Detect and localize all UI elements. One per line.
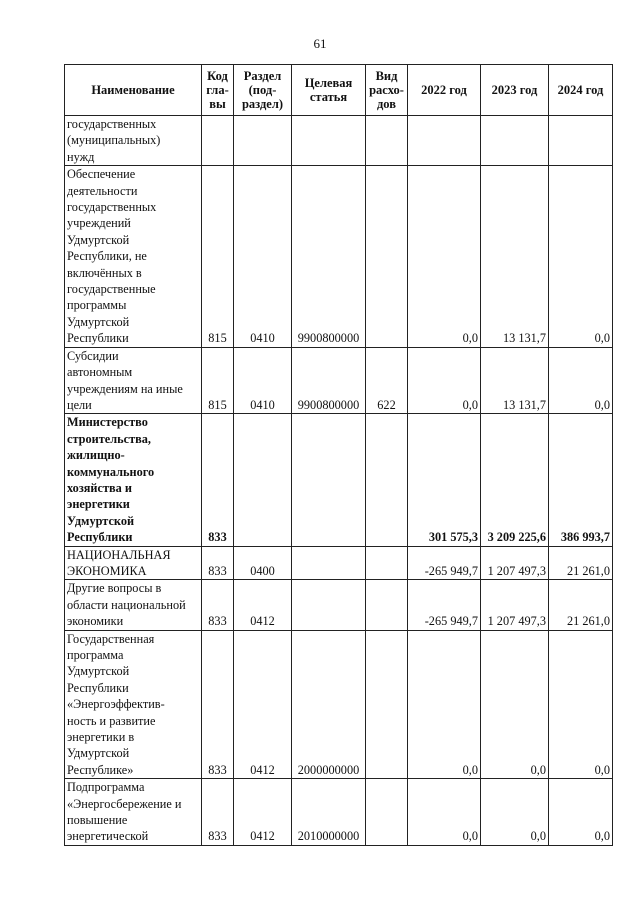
row-2023: 13 131,7 [481,347,549,414]
row-2024: 0,0 [549,779,613,846]
table-row [65,779,613,846]
row-target: 9900800000 [292,166,366,347]
header-target: Целевая статья [292,65,366,116]
row-2024: 0,0 [549,347,613,414]
table-row [65,414,613,546]
header-section: Раздел (под-раздел) [234,65,292,116]
row-2023: 3 209 225,6 [481,414,549,546]
row-target [292,546,366,580]
header-2023: 2023 год [481,65,549,116]
row-target: 9900800000 [292,347,366,414]
row-kind [366,630,408,779]
row-name: НАЦИОНАЛЬНАЯ ЭКОНОМИКА [65,546,202,580]
row-code: 815 [202,166,234,347]
row-kind [366,414,408,546]
table-header-row [65,65,613,116]
row-2023: 13 131,7 [481,166,549,347]
row-code: 815 [202,347,234,414]
row-2023: 0,0 [481,630,549,779]
row-code: 833 [202,414,234,546]
row-name: Субсидии автономным учреждениям на иные цели [65,347,202,414]
row-section: 0400 [234,546,292,580]
row-2022: -265 949,7 [408,580,481,630]
row-name: Подпрограмма «Энергосбережение и повышение энергетической [65,779,202,846]
header-kind: Вид расхо-дов [366,65,408,116]
row-2022: 0,0 [408,347,481,414]
row-section [234,414,292,546]
row-code: 833 [202,546,234,580]
budget-table [64,64,613,846]
row-2022: 0,0 [408,630,481,779]
row-kind [366,546,408,580]
row-2022: 301 575,3 [408,414,481,546]
row-kind [366,166,408,347]
row-target [292,414,366,546]
row-2022: 0,0 [408,166,481,347]
row-2022: 0,0 [408,779,481,846]
row-2024 [549,116,613,166]
row-name: Министерство строительства, жилищно- коммунального хозяйства и энергетики Удмуртской Республики [65,414,202,546]
table-row [65,347,613,414]
row-2023: 1 207 497,3 [481,546,549,580]
row-section: 0412 [234,779,292,846]
row-kind: 622 [366,347,408,414]
table-row [65,630,613,779]
row-name: Государственная программа Удмуртской Республики «Энергоэффектив- ность и развитие энергетики в Удмуртской Республике» [65,630,202,779]
row-section [234,116,292,166]
row-section: 0410 [234,347,292,414]
row-2024: 0,0 [549,166,613,347]
row-2023 [481,116,549,166]
header-name: Наименование [65,65,202,116]
header-2022: 2022 год [408,65,481,116]
row-2024: 386 993,7 [549,414,613,546]
table-row [65,116,613,166]
page-number: 61 [313,36,327,51]
row-name: Обеспечение деятельности государственных учреждений Удмуртской Республики, не включённых в государственные программы Удмуртской Республики [65,166,202,347]
row-code: 833 [202,779,234,846]
row-name: государственных (муниципальных) нужд [65,116,202,166]
row-2023: 1 207 497,3 [481,580,549,630]
row-code: 833 [202,580,234,630]
header-2024: 2024 год [549,65,613,116]
row-kind [366,580,408,630]
row-code [202,116,234,166]
row-2024: 0,0 [549,630,613,779]
row-target [292,580,366,630]
row-name: Другие вопросы в области национальной экономики [65,580,202,630]
row-section: 0412 [234,630,292,779]
row-2024: 21 261,0 [549,580,613,630]
table-row [65,546,613,580]
row-target: 2010000000 [292,779,366,846]
row-2022 [408,116,481,166]
row-target: 2000000000 [292,630,366,779]
row-2022: -265 949,7 [408,546,481,580]
row-2024: 21 261,0 [549,546,613,580]
table-row [65,166,613,347]
row-code: 833 [202,630,234,779]
row-2023: 0,0 [481,779,549,846]
row-kind [366,116,408,166]
row-target [292,116,366,166]
table-row [65,580,613,630]
row-section: 0410 [234,166,292,347]
row-kind [366,779,408,846]
header-code: Код гла-вы [202,65,234,116]
row-section: 0412 [234,580,292,630]
